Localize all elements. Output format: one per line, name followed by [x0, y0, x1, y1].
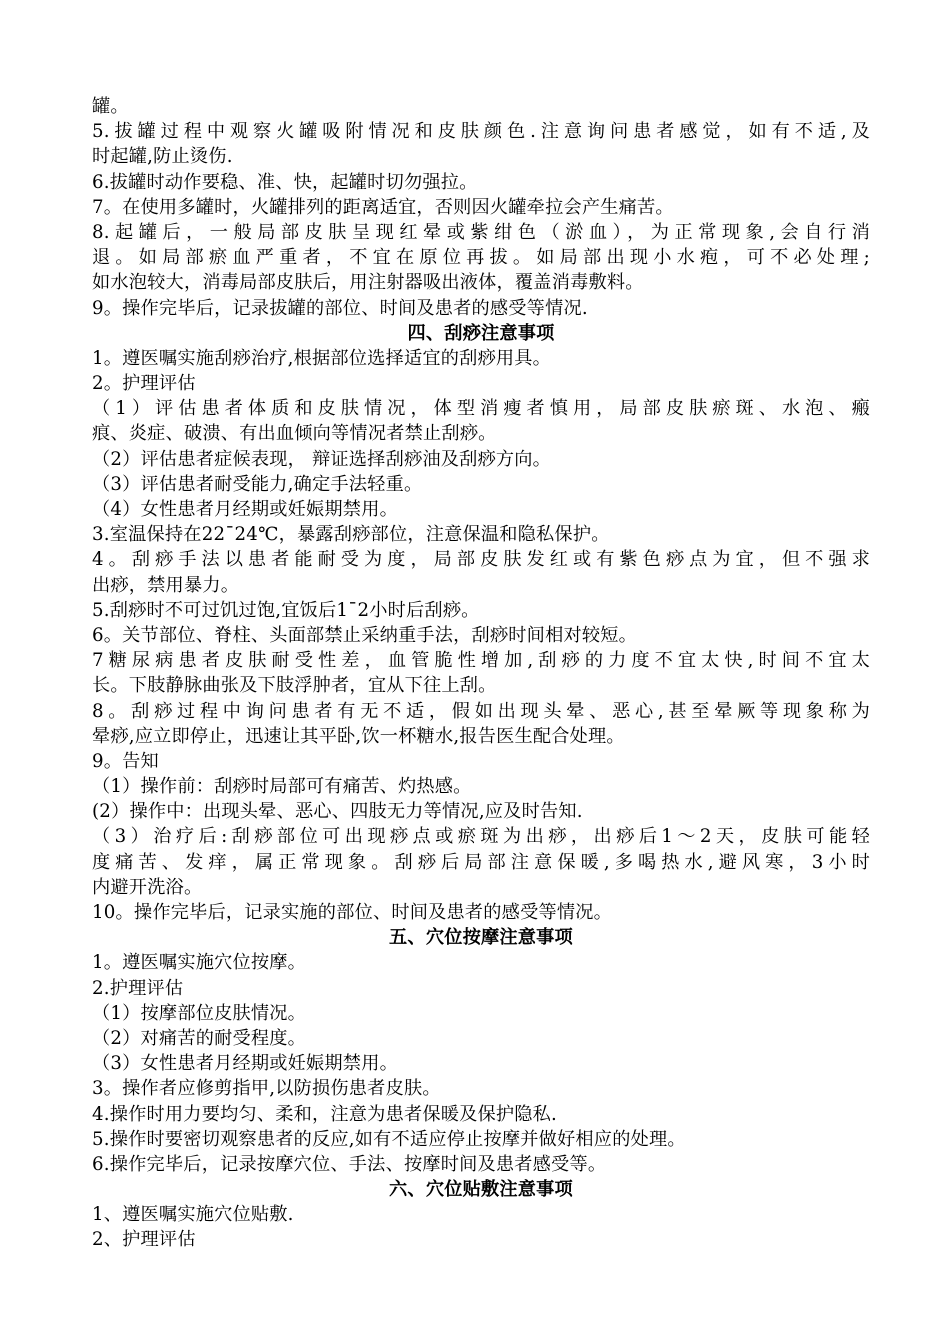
- section-heading: 六、穴位贴敷注意事项: [389, 1179, 573, 1201]
- text-line: 5.拔罐过程中观察火罐吸附情况和皮肤颜色.注意询问患者感觉，如有不适,及: [92, 121, 870, 143]
- text-line: （1）按摩部位皮肤情况。: [92, 1002, 307, 1024]
- text-line: （4）女性患者月经期或妊娠期禁用。: [92, 499, 398, 520]
- text-line: 晕痧,应立即停止，迅速让其平卧,饮一杯糖水,报告医生配合处理。: [92, 725, 625, 747]
- text-line: 6.拔罐时动作要稳、准、快，起罐时切勿强拉。: [92, 171, 478, 193]
- text-line: （2）对痛苦的耐受程度。: [92, 1027, 307, 1049]
- text-line: 度痛苦、发痒，属正常现象。刮痧后局部注意保暖,多喝热水,避风寒，3小时: [92, 851, 870, 873]
- text-line: 5.操作时要密切观察患者的反应,如有不适应停止按摩并做好相应的处理。: [92, 1128, 686, 1150]
- text-line: 罐。: [92, 96, 129, 117]
- text-line: 痕、炎症、破溃、有出血倾向等情况者禁止刮痧。: [92, 423, 497, 445]
- text-line: 8.起罐后，一般局部皮肤呈现红晕或紫绀色（淤血），为正常现象,会自行消: [92, 221, 870, 243]
- text-line: 1。遵医嘱实施穴位按摩。: [92, 952, 307, 974]
- text-line: 2。护理评估: [92, 373, 196, 395]
- text-line: （3）评估患者耐受能力,确定手法轻重。: [92, 473, 423, 495]
- text-line: 7糖尿病患者皮肤耐受性差，血管脆性增加,刮痧的力度不宜太快,时间不宜太: [92, 650, 870, 672]
- text-line: 如水泡较大，消毒局部皮肤后，用注射器吸出液体，覆盖消毒敷料。: [92, 272, 644, 294]
- text-line: 3。操作者应修剪指甲,以防损伤患者皮肤。: [92, 1078, 441, 1100]
- section-heading: 四、刮痧注意事项: [407, 322, 555, 344]
- text-line: 4。刮痧手法以患者能耐受为度，局部皮肤发红或有紫色痧点为宜，但不强求: [92, 549, 870, 571]
- text-line: 10。操作完毕后，记录实施的部位、时间及患者的感受等情况。: [92, 902, 613, 923]
- text-line: 长。下肢静脉曲张及下肢浮肿者，宜从下往上刮。: [92, 675, 497, 697]
- text-line: 1、遵医嘱实施穴位贴敷.: [92, 1204, 294, 1226]
- text-line: 8。刮痧过程中询问患者有无不适，假如出现头晕、恶心,甚至晕厥等现象称为: [92, 700, 870, 722]
- text-line: 2、护理评估: [92, 1229, 196, 1251]
- text-line: 2.护理评估: [92, 977, 184, 999]
- text-line: 6.操作完毕后，记录按摩穴位、手法、按摩时间及患者感受等。: [92, 1153, 607, 1175]
- text-line: 出痧，禁用暴力。: [92, 574, 240, 596]
- text-line: （2）评估患者症候表现， 辩证选择刮痧油及刮痧方向。: [92, 448, 552, 470]
- text-line: 4.操作时用力要均匀、柔和，注意为患者保暖及保护隐私.: [92, 1103, 558, 1125]
- text-line: （3）治疗后:刮痧部位可出现痧点或瘀斑为出痧，出痧后1～2天，皮肤可能轻: [92, 826, 870, 848]
- text-line: （3）女性患者月经期或妊娠期禁用。: [92, 1053, 398, 1075]
- text-line: （1）评估患者体质和皮肤情况，体型消瘦者慎用，局部皮肤瘀斑、水泡、瘢: [92, 398, 870, 420]
- text-line: （1）操作前：刮痧时局部可有痛苦、灼热感。: [92, 776, 472, 798]
- document-page: [92, 94, 870, 1253]
- text-line: 时起罐,防止烫伤.: [92, 146, 233, 168]
- text-line: 9。告知: [92, 750, 159, 772]
- text-line: 9。操作完毕后，记录拔罐的部位、时间及患者的感受等情况.: [92, 297, 588, 319]
- text-line: 7。在使用多罐时，火罐排列的距离适宜，否则因火罐牵拉会产生痛苦。: [92, 196, 674, 218]
- section-heading: 五、穴位按摩注意事项: [389, 927, 573, 949]
- text-line: 退。如局部瘀血严重者，不宜在原位再拔。如局部出现小水疱，可不必处理;: [92, 247, 870, 269]
- text-line: (2）操作中：出现头晕、恶心、四肢无力等情况,应及时告知.: [92, 801, 583, 823]
- text-line: 内避开洗浴。: [92, 876, 203, 898]
- text-line: 1。遵医嘱实施刮痧治疗,根据部位选择适宜的刮痧用具。: [92, 347, 552, 369]
- text-line: 6。关节部位、脊柱、头面部禁止采纳重手法，刮痧时间相对较短。: [92, 624, 638, 646]
- text-line: 5.刮痧时不可过饥过饱,宜饭后1¯2小时后刮痧。: [92, 599, 480, 621]
- text-line: 3.室温保持在22¯24℃，暴露刮痧部位，注意保温和隐私保护。: [92, 524, 610, 546]
